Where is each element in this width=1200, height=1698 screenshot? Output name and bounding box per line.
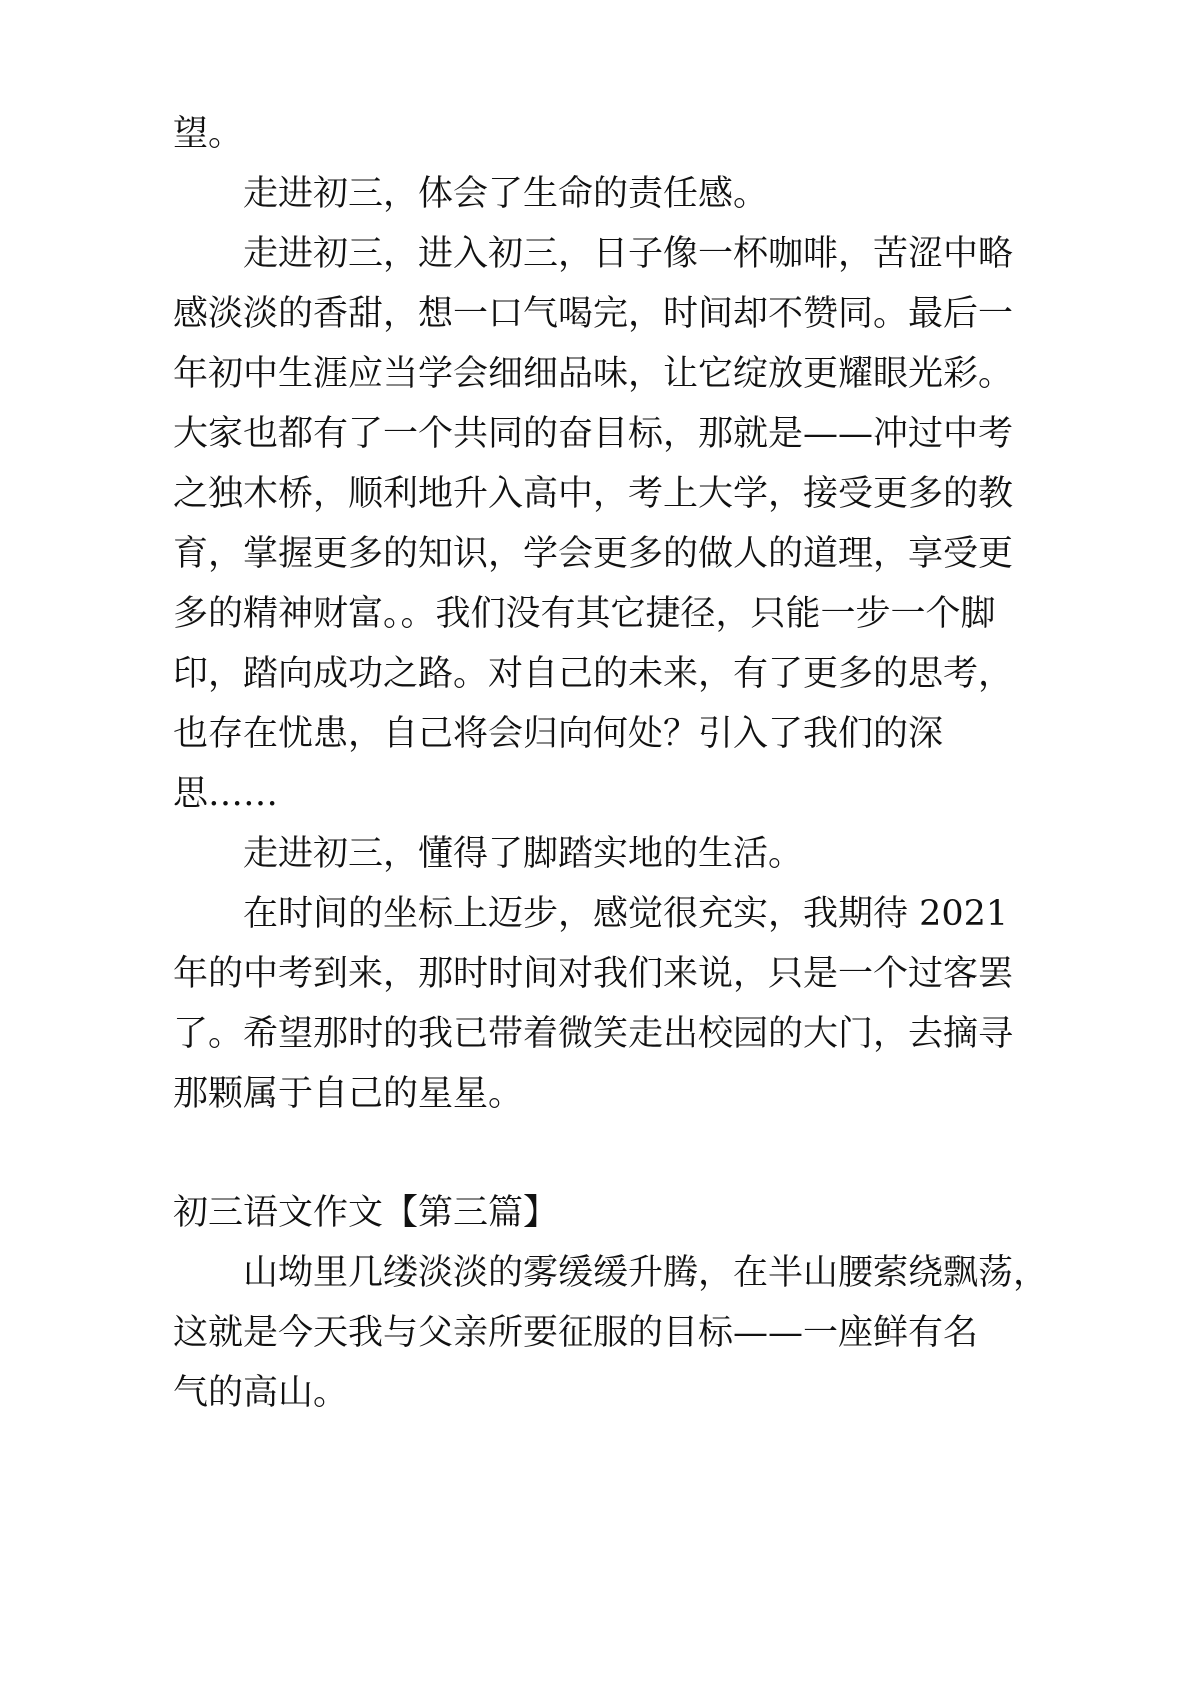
essay-line: 育，掌握更多的知识，学会更多的做人的道理，享受更 (173, 534, 1014, 574)
essay-line: 印，踏向成功之路。对自己的未来，有了更多的思考， (173, 654, 1014, 694)
essay-line: 大家也都有了一个共同的奋目标，那就是——冲过中考 (173, 414, 1014, 454)
essay-line: 感淡淡的香甜，想一口气喝完，时间却不赞同。最后一 (173, 294, 1014, 334)
essay-line: 多的精神财富。。我们没有其它捷径，只能一步一个脚 (173, 594, 996, 634)
essay-line: 也存在忧患，自己将会归向何处？引入了我们的深 (173, 714, 944, 754)
essay-line: 在时间的坐标上迈步，感觉很充实，我期待 2021 (243, 894, 1009, 934)
section-line: 气的高山。 (173, 1373, 349, 1413)
essay-line: 走进初三，进入初三，日子像一杯咖啡，苦涩中略 (243, 234, 1014, 274)
essay-line: 了。希望那时的我已带着微笑走出校园的大门，去摘寻 (173, 1014, 1014, 1054)
section-line: 这就是今天我与父亲所要征服的目标——一座鲜有名 (173, 1313, 979, 1353)
essay-line: 年的中考到来，那时时间对我们来说，只是一个过客罢 (173, 954, 1014, 994)
essay-line: 之独木桥，顺利地升入高中，考上大学，接受更多的教 (173, 474, 1014, 514)
essay-line: 思…… (173, 774, 279, 814)
essay-line: 望。 (173, 114, 244, 154)
section-title: 初三语文作文【第三篇】 (173, 1193, 559, 1233)
section-line: 山坳里几缕淡淡的雾缓缓升腾，在半山腰萦绕飘荡， (243, 1253, 1049, 1293)
essay-line: 走进初三，体会了生命的责任感。 (243, 174, 769, 214)
essay-line: 那颗属于自己的星星。 (173, 1074, 524, 1114)
essay-line: 年初中生涯应当学会细细品味，让它绽放更耀眼光彩。 (173, 354, 1014, 394)
essay-line: 走进初三，懂得了脚踏实地的生活。 (243, 834, 804, 874)
